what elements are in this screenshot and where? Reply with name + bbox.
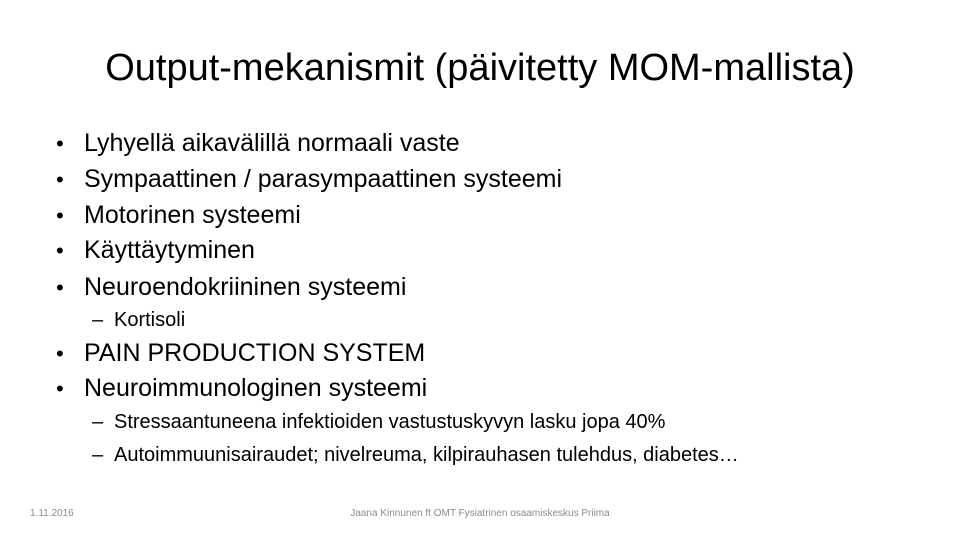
bullet-marker: •: [56, 341, 64, 366]
sub-bullet-item: [92, 441, 739, 469]
sub-bullet-marker: –: [92, 411, 104, 433]
bullet-text: Sympaattinen / parasympaattinen systeemi: [84, 165, 563, 193]
sub-bullet-marker: –: [92, 444, 104, 466]
bullet-text: Neuroimmunologinen systeemi: [84, 374, 428, 402]
bullet-item: [56, 337, 425, 370]
bullet-text: Motorinen systeemi: [84, 201, 301, 229]
footer-date: 1.11.2016: [30, 508, 74, 519]
bullet-text: Neuroendokriininen systeemi: [84, 273, 407, 301]
slide-title: Output-mekanismit (päivitetty MOM-mallista): [105, 47, 855, 89]
sub-bullet-text: Kortisoli: [114, 309, 186, 331]
bullet-item: [56, 234, 255, 267]
sub-bullet-text: Autoimmuunisairaudet; nivelreuma, kilpirauhasen tulehdus, diabetes…: [114, 444, 739, 466]
bullet-marker: •: [56, 238, 64, 263]
sub-bullet-item: [92, 408, 665, 436]
sub-bullet-item: [92, 306, 185, 334]
bullet-item: [56, 372, 427, 405]
bullet-text: Lyhyellä aikavälillä normaali vaste: [84, 129, 460, 157]
bullet-marker: •: [56, 203, 64, 228]
bullet-text: Käyttäytyminen: [84, 236, 255, 264]
bullet-text: PAIN PRODUCTION SYSTEM: [84, 339, 426, 367]
bullet-marker: •: [56, 376, 64, 401]
bullet-marker: •: [56, 275, 64, 300]
sub-bullet-marker: –: [92, 309, 104, 331]
bullet-item: [56, 199, 301, 232]
footer-author: Jaana Kinnunen ft OMT Fysiatrinen osaamiskeskus Priima: [350, 508, 610, 519]
bullet-marker: •: [56, 167, 64, 192]
bullet-item: [56, 127, 460, 160]
sub-bullet-text: Stressaantuneena infektioiden vastustuskyvyn lasku jopa 40%: [114, 411, 666, 433]
bullet-marker: •: [56, 131, 64, 156]
bullet-item: [56, 271, 406, 304]
bullet-item: [56, 163, 562, 196]
